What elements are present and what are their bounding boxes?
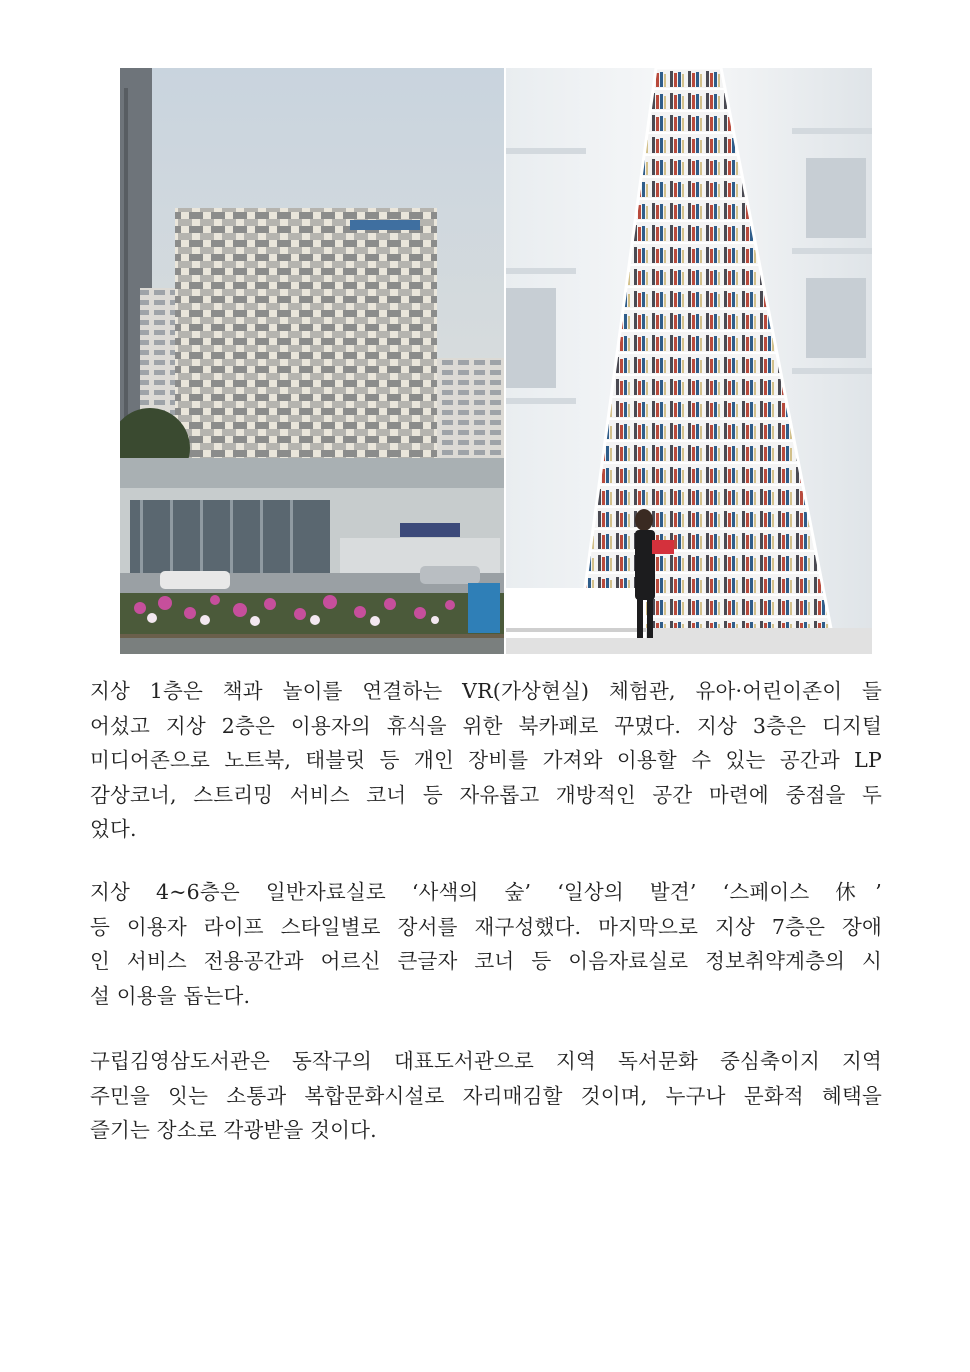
photo-row <box>120 68 872 654</box>
paragraph-line: 감상코너, 스트리밍 서비스 코너 등 자유롭고 개방적인 공간 마련에 중점을 두 <box>90 782 882 807</box>
paragraph-line: 등 이용자 라이프 스타일별로 장서를 재구성했다. 마지막으로 지상 7층은 장애 <box>90 914 882 939</box>
paragraph-line: 미디어존으로 노트북, 태블릿 등 개인 장비를 가져와 이용할 수 있는 공간과 LP <box>90 748 882 772</box>
bookshelf-photo-icon <box>506 68 872 654</box>
paragraph-line: 지상 4~6층은 일반자료실로 ‘사색의 숲’ ‘일상의 발견’ ‘스페이스 休’ <box>90 880 882 904</box>
paragraph-line: 어섰고 지상 2층은 이용자의 휴식을 위한 북카페로 꾸몄다. 지상 3층은 디지털 <box>90 713 882 738</box>
paragraph-3 <box>90 1044 882 1148</box>
paragraph-1 <box>90 674 882 847</box>
paragraph-2-text <box>90 875 882 1013</box>
tall-bookshelf-tower-photo <box>506 68 872 654</box>
paragraph-line: 었다. <box>90 817 137 841</box>
paragraph-line: 주민을 잇는 소통과 복합문화시설로 자리매김할 것이며, 누구나 문화적 혜택을 <box>90 1083 882 1108</box>
paragraph-line: 구립김영삼도서관은 동작구의 대표도서관으로 지역 독서문화 중심축이지 지역 <box>90 1049 882 1073</box>
building-photo-icon <box>120 68 504 654</box>
paragraph-line: 인 서비스 전용공간과 어르신 큰글자 코너 등 이음자료실로 정보취약계층의 시 <box>90 949 882 973</box>
paragraph-line: 설 이용을 돕는다. <box>90 983 251 1008</box>
library-building-exterior-photo <box>120 68 504 654</box>
paragraph-line: 즐기는 장소로 각광받을 것이다. <box>90 1118 377 1142</box>
paragraph-3-text <box>90 1044 882 1148</box>
paragraph-1-text <box>90 674 882 847</box>
paragraph-line: 지상 1층은 책과 놀이를 연결하는 VR(가상현실) 체험관, 유아·어린이존이 들 <box>90 679 882 703</box>
paragraph-2 <box>90 875 882 1013</box>
